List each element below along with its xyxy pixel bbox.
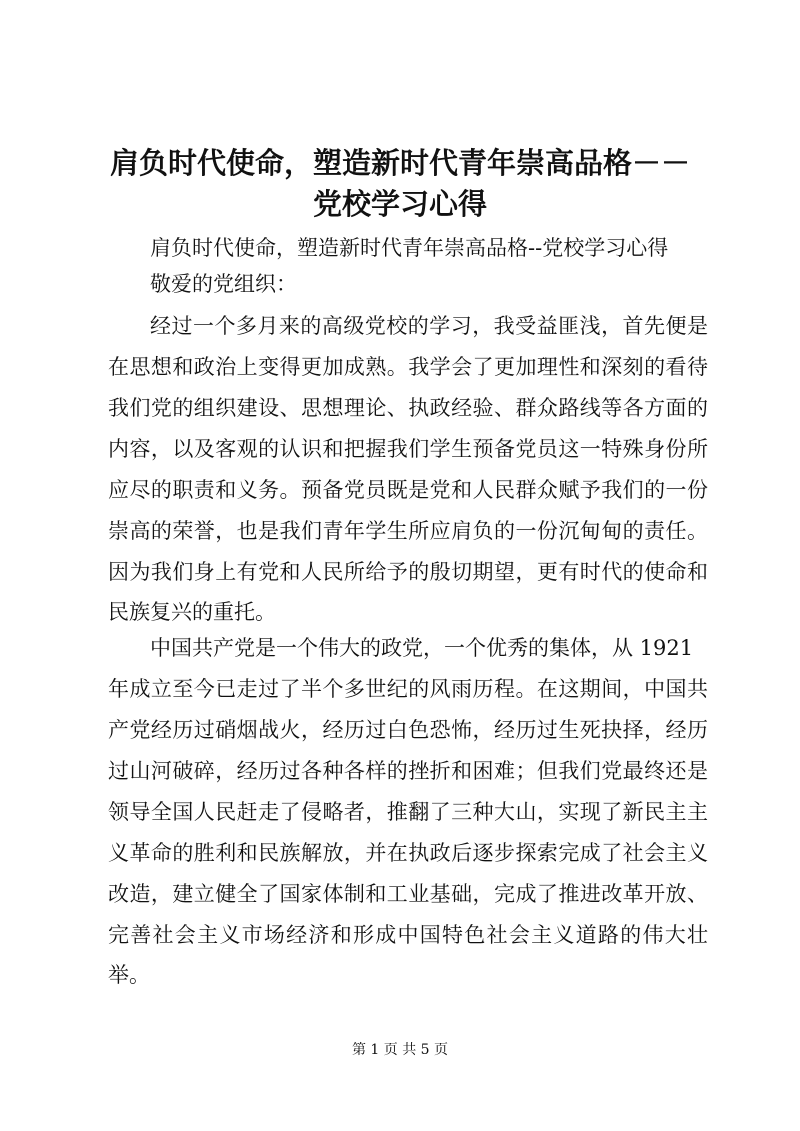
paragraph-2-line: 改造，建立健全了国家体制和工业基础，完成了推进改革开放、 (108, 882, 708, 906)
paragraph-1-line: 应尽的职责和义务。预备党员既是党和人民群众赋予我们的一份 (108, 478, 708, 502)
paragraph-2-line: 完善社会主义市场经济和形成中国特色社会主义道路的伟大壮 (108, 923, 708, 947)
paragraph-2-line: 中国共产党是一个伟大的政党，一个优秀的集体，从 1921 (150, 636, 694, 660)
document-subtitle: 肩负时代使命，塑造新时代青年崇高品格--党校学习心得 (150, 236, 669, 260)
document-title-line-2: 党校学习心得 (312, 187, 487, 221)
paragraph-2-line: 领导全国人民赶走了侵略者，推翻了三种大山，实现了新民主主 (108, 800, 708, 824)
paragraph-1-line: 经过一个多月来的高级党校的学习，我受益匪浅，首先便是 (150, 314, 708, 338)
paragraph-2-line: 义革命的胜利和民族解放，并在执政后逐步探索完成了社会主义 (108, 841, 708, 865)
paragraph-1-line: 我们党的组织建设、思想理论、执政经验、群众路线等各方面的 (108, 396, 708, 420)
paragraph-1-line: 在思想和政治上变得更加成熟。我学会了更加理性和深刻的看待 (108, 355, 708, 379)
page-footer: 第 1 页 共 5 页 (351, 1042, 449, 1058)
paragraph-1-line: 崇高的荣誉，也是我们青年学生所应肩负的一份沉甸甸的责任。 (108, 519, 708, 543)
document-title-line-1: 肩负时代使命，塑造新时代青年崇高品格－－ (109, 146, 690, 180)
paragraph-2-line: 举。 (108, 963, 150, 987)
paragraph-2-line: 过山河破碎，经历过各种各样的挫折和困难；但我们党最终还是 (108, 759, 708, 783)
paragraph-2-line: 年成立至今已走过了半个多世纪的风雨历程。在这期间，中国共 (108, 677, 708, 701)
paragraph-2-line: 产党经历过硝烟战火，经历过白色恐怖，经历过生死抉择，经历 (108, 718, 708, 742)
salutation: 敬爱的党组织： (150, 272, 297, 296)
paragraph-1-line: 内容，以及客观的认识和把握我们学生预备党员这一特殊身份所 (108, 437, 708, 461)
paragraph-1-line: 因为我们身上有党和人民所给予的殷切期望，更有时代的使命和 (108, 560, 708, 584)
paragraph-1-line: 民族复兴的重托。 (108, 600, 276, 624)
